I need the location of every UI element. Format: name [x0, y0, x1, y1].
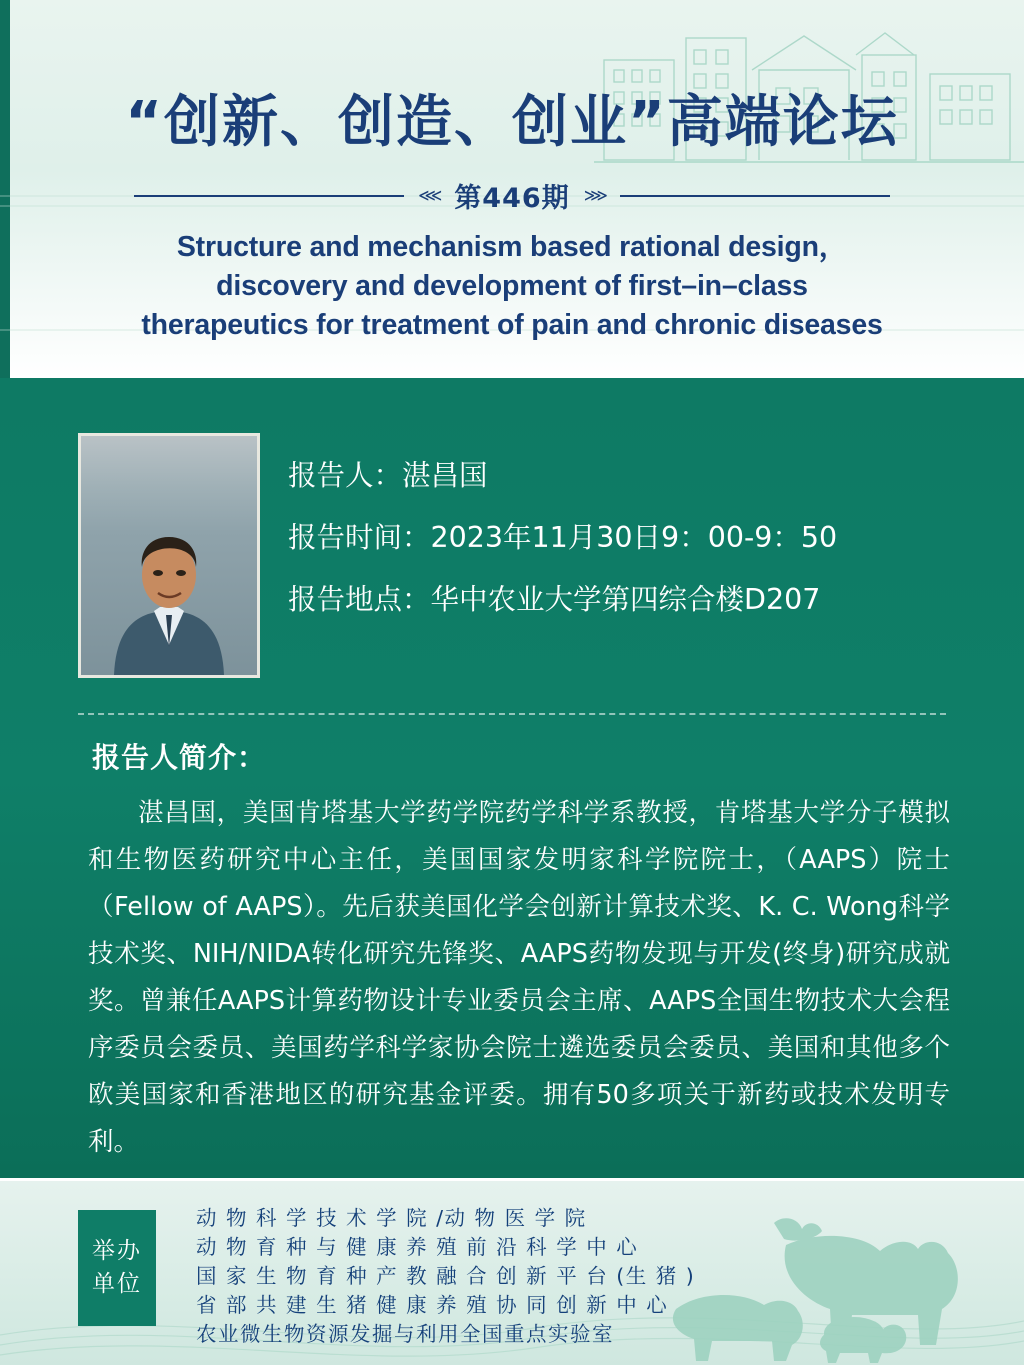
speaker-name-line: 报告人：湛昌国 — [288, 459, 488, 492]
host-item: 动 物 育 种 与 健 康 养 殖 前 沿 科 学 中 心 — [196, 1235, 639, 1259]
poster-header — [0, 0, 1024, 378]
subtitle-line-1: Structure and mechanism based rational design， — [176, 231, 848, 263]
host-list — [196, 1204, 695, 1349]
talk-venue-line: 报告地点：华中农业大学第四综合楼D207 — [288, 583, 821, 616]
host-item: 省 部 共 建 生 猪 健 康 养 殖 协 同 创 新 中 心 — [196, 1293, 669, 1317]
talk-info — [288, 433, 837, 678]
speaker-photo — [78, 433, 260, 678]
subtitle-english — [52, 228, 972, 345]
poster-body — [0, 378, 1024, 1178]
speaker-portrait-illustration — [94, 515, 244, 675]
section-divider — [78, 713, 946, 715]
issue-rule-right — [620, 195, 890, 197]
footer-top-rule — [0, 1178, 1024, 1181]
host-badge — [78, 1210, 156, 1326]
chevron-right-icon: ⋙ — [583, 185, 606, 205]
chevron-left-icon: ⋘ — [418, 185, 441, 205]
host-item: 动 物 科 学 技 术 学 院 /动 物 医 学 院 — [196, 1206, 587, 1230]
page-title: “创新、创造、创业”高端论坛 — [125, 90, 899, 155]
issue-row — [0, 176, 1024, 215]
subtitle-line-2: discovery and development of first–in–class — [216, 270, 808, 302]
bio-text: 湛昌国，美国肯塔基大学药学院药学科学系教授，肯塔基大学分子模拟和生物医药研究中心主任，美国国家发明家科学院院士，（AAPS）院士（Fellow of AAPS）。先后获美国化学会创新计算技术奖、K. C. Wong科学技术奖、NIH/NIDA转化研究先锋奖、AAPS药物发现与开发(终身)研究成就奖。曾兼任AAPS计算药物设计专业委员会主席、AAPS全国生物技术大会程序委员会委员、美国药学科学家协会院士遴选委员会委员、美国和其他多个欧美国家和香港地区的研究基金评委。拥有50多项关于新药或技术发明专利。 — [88, 798, 950, 1157]
speaker-block — [78, 433, 837, 678]
poster-footer — [0, 1178, 1024, 1365]
talk-time-line: 报告时间：2023年11月30日9：00-9：50 — [288, 521, 838, 554]
bio-heading: 报告人简介： — [92, 741, 267, 774]
issue-number: 第446期 — [454, 183, 570, 214]
subtitle-line-3: therapeutics for treatment of pain and chronic diseases — [141, 309, 883, 341]
host-item: 农业微生物资源发掘与利用全国重点实验室 — [196, 1322, 614, 1346]
host-badge-line-1: 举办 — [92, 1238, 142, 1264]
issue-rule-left — [134, 195, 404, 197]
host-badge-line-2: 单位 — [92, 1271, 142, 1297]
host-item: 国 家 生 物 育 种 产 教 融 合 创 新 平 台 (生 猪 ) — [196, 1264, 696, 1288]
livestock-silhouette-illustration — [666, 1205, 996, 1365]
